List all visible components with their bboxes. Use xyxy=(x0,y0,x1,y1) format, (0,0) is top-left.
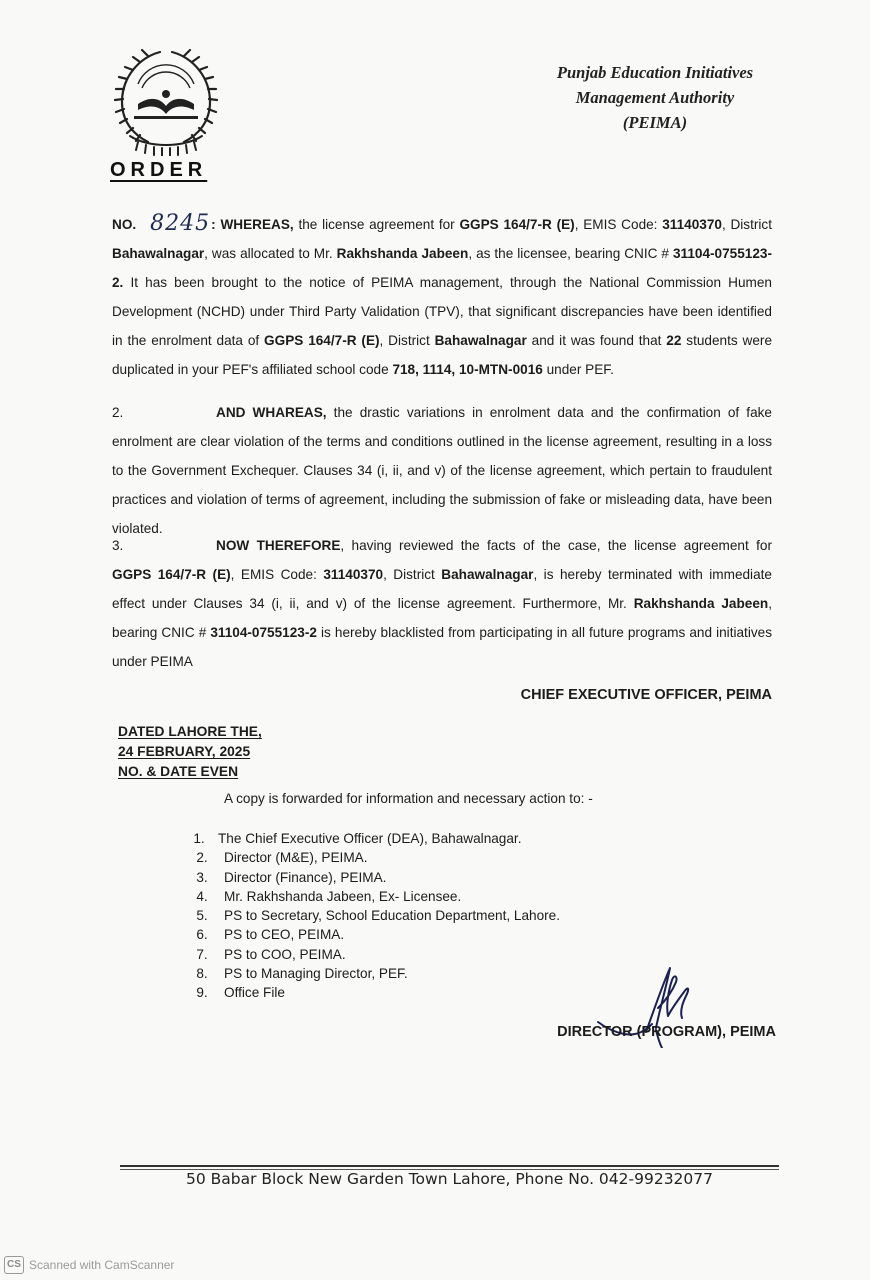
p3-bold-now-therefore: NOW THEREFORE xyxy=(216,538,341,553)
p3-text: , is hereby terminated with immediate effect under Clauses 34 (i, ii, and v) of the license agreement. Furthermore, Mr. xyxy=(112,567,772,611)
p3-number: 3. xyxy=(112,538,124,553)
list-item-number: 9. xyxy=(196,985,208,1001)
p1-bold-district: Bahawalnagar xyxy=(434,333,527,348)
list-item-number: 2. xyxy=(196,850,208,866)
list-item xyxy=(180,887,560,906)
p1-text: under PEF. xyxy=(542,362,614,377)
list-item xyxy=(180,848,560,867)
p3-text: , District xyxy=(383,567,442,582)
copy-recipient-list xyxy=(180,829,560,1003)
p1-text: the license agreement for xyxy=(293,217,460,232)
p3-text: is hereby blacklisted from participating in all future programs and initiatives under PEIMA xyxy=(112,625,773,669)
p1-text: , District xyxy=(379,333,435,348)
list-item-text: The Chief Executive Officer (DEA), Bahawalnagar. xyxy=(218,831,522,846)
order-number-label: NO. xyxy=(112,217,137,232)
p1-bold-codes: 718, 1114, 10-MTN-0016 xyxy=(392,362,543,377)
list-item-text: PS to COO, PEIMA. xyxy=(224,946,346,962)
org-line-1: Punjab Education Initiatives xyxy=(556,63,754,82)
dated-block xyxy=(118,722,262,782)
list-item-text: PS to CEO, PEIMA. xyxy=(224,927,345,943)
dated-line-3: NO. & DATE EVEN xyxy=(118,764,239,779)
p1-bold-count: 22 xyxy=(666,333,682,348)
list-item xyxy=(180,945,560,964)
copy-forwarded-intro: A copy is forwarded for information and necessary action to: - xyxy=(224,791,593,806)
p1-text: students were duplicated in your PEF's affiliated school code xyxy=(112,333,773,377)
p2-text: the drastic variations in enrolment data and the confirmation of fake enrolment are clear violation of the terms and conditions outlined in the license agreement, resulting in a loss to the Government Exchequer. Clauses 34 (i, ii, and v) of the license agreement, which pertain to fraudulent practices and violation of terms of agreement, including the submission of fake or misleading data, have been violated. xyxy=(112,405,772,536)
organization-name xyxy=(470,60,840,135)
org-line-2: Management Authority xyxy=(575,88,735,107)
order-number-handwritten: 8245 xyxy=(150,211,211,236)
list-item xyxy=(180,925,560,944)
ceo-signature-block: CHIEF EXECUTIVE OFFICER, PEIMA xyxy=(520,687,772,703)
p1-text: , EMIS Code: xyxy=(574,217,663,232)
scanner-watermark-text: Scanned with CamScanner xyxy=(29,1258,175,1272)
list-item xyxy=(180,906,560,925)
p1-bold-emis: 31140370 xyxy=(662,217,722,232)
p3-bold-emis: 31140370 xyxy=(323,567,384,582)
list-item-text: PS to Secretary, School Education Department, Lahore. xyxy=(224,908,561,924)
p1-bold-school: GGPS 164/7-R (E) xyxy=(459,217,575,232)
p1-bold-district: Bahawalnagar xyxy=(112,246,205,261)
p3-text: , EMIS Code: xyxy=(230,567,324,582)
p1-colon: : xyxy=(211,217,221,232)
peima-logo xyxy=(108,44,224,156)
org-line-3: (PEIMA) xyxy=(622,113,688,132)
p2-bold-and-whareas: AND WHAREAS, xyxy=(216,405,327,420)
list-item-number: 3. xyxy=(196,869,208,885)
order-title: ORDER xyxy=(110,159,208,181)
dated-line-2: 24 FEBRUARY, 2025 xyxy=(118,744,251,759)
p1-text: and it was found that xyxy=(526,333,667,348)
footer-address: 50 Babar Block New Garden Town Lahore, Phone No. 042-99232077 xyxy=(185,1170,713,1188)
list-item-text: Director (Finance), PEIMA. xyxy=(224,869,387,885)
p3-bold-licensee: Rakhshanda Jabeen xyxy=(633,596,769,611)
list-item-text: Office File xyxy=(224,985,285,1001)
list-item-number: 5. xyxy=(196,908,208,924)
p2-number: 2. xyxy=(112,405,124,420)
p1-text: It has been brought to the notice of PEIMA management, through the National Commission Humen Development (NCHD) under Third Party Validation (TPV), that significant discrepancies have been identified in the enrolment data of xyxy=(112,275,772,348)
p3-text: , bearing CNIC # xyxy=(112,596,772,640)
footer-rule xyxy=(120,1165,779,1167)
list-item-number: 1. xyxy=(193,831,205,846)
p3-bold-district: Bahawalnagar xyxy=(441,567,534,582)
camscanner-icon: CS xyxy=(4,1256,24,1274)
dated-line-1: DATED LAHORE THE, xyxy=(118,724,262,739)
p1-bold-whereas: WHEREAS, xyxy=(220,217,294,232)
list-item xyxy=(180,868,560,887)
paragraph-3 xyxy=(112,531,772,676)
p1-text: , was allocated to Mr. xyxy=(204,246,337,261)
p3-bold-school: GGPS 164/7-R (E) xyxy=(112,567,231,582)
list-item-text: Mr. Rakhshanda Jabeen, Ex- Licensee. xyxy=(224,888,462,904)
list-item xyxy=(180,983,560,1002)
list-item-number: 4. xyxy=(196,888,208,904)
list-item xyxy=(180,829,560,848)
p1-bold-cnic: 31104-0755123-2. xyxy=(112,246,772,290)
list-item-text: PS to Managing Director, PEF. xyxy=(224,966,408,982)
director-signature-block: DIRECTOR (PROGRAM), PEIMA xyxy=(557,1024,776,1040)
p1-bold-licensee: Rakhshanda Jabeen xyxy=(336,246,469,261)
paragraph-2 xyxy=(112,398,772,543)
list-item xyxy=(180,964,560,983)
list-item-number: 8. xyxy=(196,966,208,982)
scanner-watermark xyxy=(4,1256,174,1274)
p1-text: , as the licensee, bearing CNIC # xyxy=(468,246,673,261)
list-item-number: 6. xyxy=(196,927,208,943)
p3-text: , having reviewed the facts of the case, the license agreement for xyxy=(340,538,772,553)
paragraph-1 xyxy=(112,208,772,384)
list-item-text: Director (M&E), PEIMA. xyxy=(224,850,368,866)
p1-bold-school: GGPS 164/7-R (E) xyxy=(264,333,380,348)
p1-text: , District xyxy=(721,217,772,232)
list-item-number: 7. xyxy=(196,946,208,962)
p3-bold-cnic: 31104-0755123-2 xyxy=(210,625,317,640)
